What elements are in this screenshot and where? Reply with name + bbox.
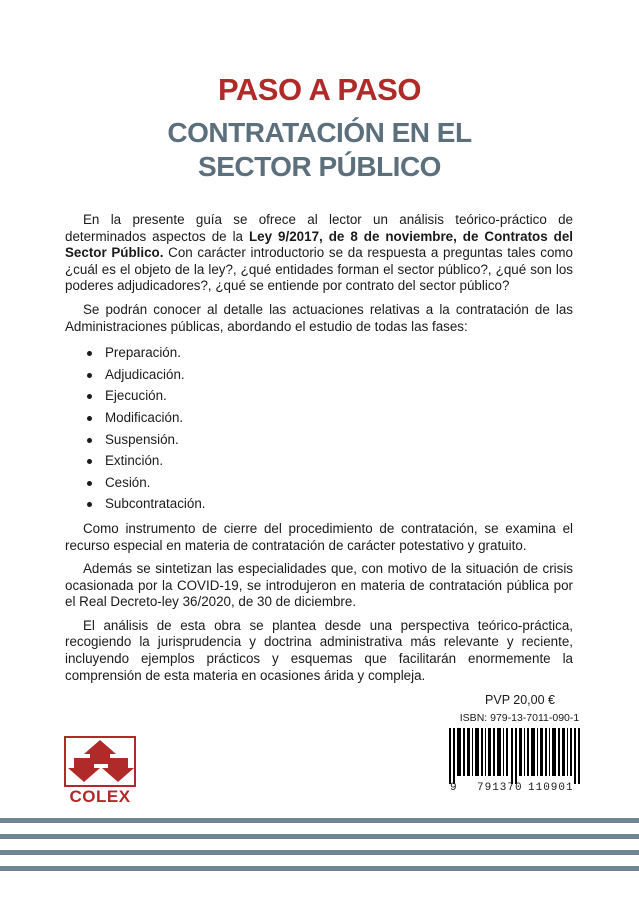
intro-questions: Con carácter introductorio se da respuesta a preguntas tales como ¿cuál es el objeto de la ley?, ¿qué entidades forman el sector público?, ¿qué son los poderes adjudicadores?, ¿qué se entiende por contrato del sector público? [65, 245, 573, 294]
book-title-line2: SECTOR PÚBLICO [198, 151, 441, 182]
title-block [0, 70, 639, 184]
barcode-group2: 110901 [528, 782, 574, 794]
stripe [0, 850, 639, 855]
intro-paragraph [65, 212, 573, 295]
closing-paragraph: Como instrumento de cierre del procedimiento de contratación, se examina el recurso especial en materia de contratación de carácter potestativo y gratuito. [65, 520, 573, 553]
stripe [0, 866, 639, 871]
bottom-stripes [0, 818, 639, 882]
isbn: ISBN: 979-13-7011-090-1 [459, 712, 580, 724]
barcode-first-digit: 9 [450, 782, 457, 794]
list-item: Cesión. [87, 472, 573, 494]
intro-text: En la presente guía se ofrece al lector un análisis teórico-práctico de determinados aspectos de la [65, 212, 573, 244]
barcode-icon [449, 728, 583, 784]
publisher-name: COLEX [69, 787, 131, 806]
phases-paragraph: Se podrán conocer al detalle las actuaciones relativas a la contratación de las Administraciones públicas, abordando el estudio de todas las fases: [65, 301, 573, 334]
phases-list [65, 342, 573, 515]
price: PVP 20,00 € [485, 693, 555, 707]
list-item: Subcontratación. [87, 493, 573, 515]
series-title: PASO A PASO [218, 72, 421, 107]
list-item: Modificación. [87, 407, 573, 429]
barcode-group1: 791370 [477, 782, 523, 794]
book-title-line1: CONTRATACIÓN EN EL [167, 117, 472, 148]
list-item: Adjudicación. [87, 364, 573, 386]
stripe [0, 834, 639, 839]
list-item: Preparación. [87, 342, 573, 364]
list-item: Ejecución. [87, 385, 573, 407]
law-reference: Ley 9/2017, de 8 de noviembre, de Contratos del Sector Público. [65, 228, 573, 261]
list-item: Extinción. [87, 450, 573, 472]
back-cover-text [65, 212, 573, 691]
analysis-paragraph: El análisis de esta obra se plantea desde una perspectiva teórico-práctica, recogiendo la jurisprudencia y doctrina administrativa más relevante y reciente, incluyendo ejemplos prácticos y esquemas que facilitarán enormemente la comprensión de esta materia en ocasiones árida y compleja. [65, 617, 573, 683]
covid-paragraph: Además se sintetizan las especialidades que, con motivo de la situación de crisis ocasionada por la COVID-19, se introdujeron en materia de contratación pública por el Real Decreto-ley 36/2020, de 30 de diciembre. [65, 561, 573, 610]
stripe [0, 818, 639, 823]
book-title [0, 116, 639, 184]
list-item: Suspensión. [87, 429, 573, 451]
